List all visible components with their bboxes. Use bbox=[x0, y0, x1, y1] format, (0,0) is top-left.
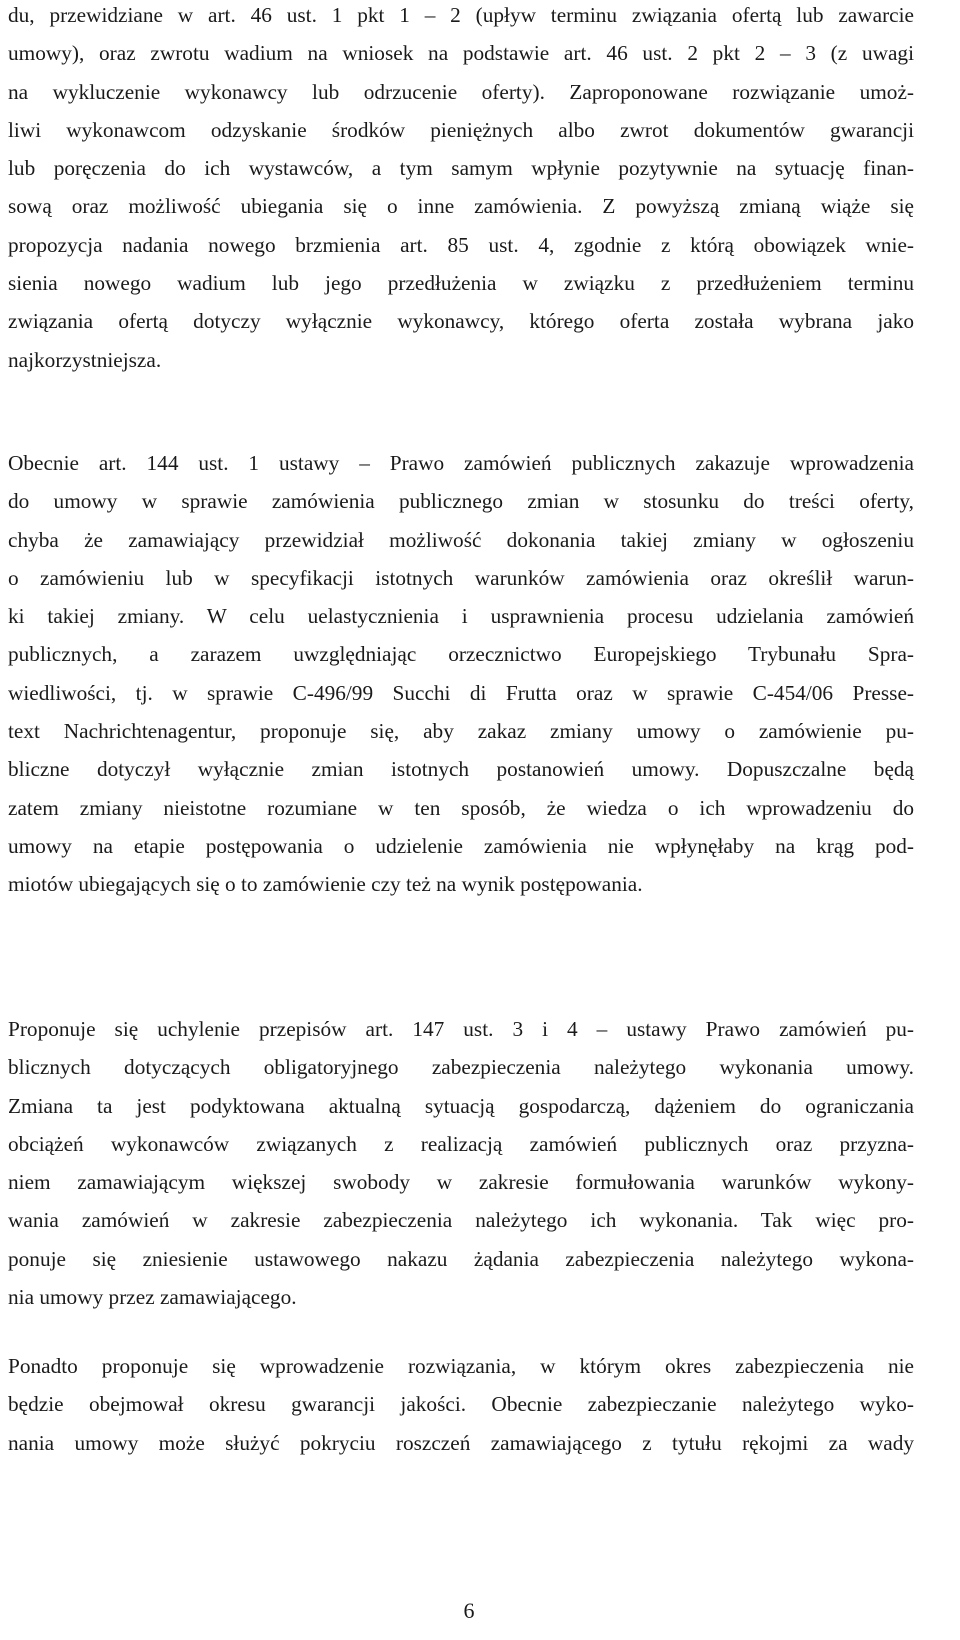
page-number: 6 bbox=[463, 1598, 475, 1623]
text-line: wiedliwości, tj. w sprawie C-496/99 Succhi di Frutta oraz w sprawie C-454/06 Presse- bbox=[8, 680, 914, 705]
text-line: publicznych, a zarazem uwzględniając orzecznictwo Europejskiego Trybunału Spra- bbox=[8, 642, 914, 667]
text-line: propozycja nadania nowego brzmienia art. 85 ust. 4, zgodnie z którą obowiązek wnie- bbox=[8, 232, 914, 257]
text-line: obciążeń wykonawców związanych z realizacją zamówień publicznych oraz przyzna- bbox=[8, 1131, 914, 1156]
text-line: ponuje się zniesienie ustawowego nakazu żądania zabezpieczenia należytego wykona- bbox=[8, 1246, 914, 1271]
paragraph-2 bbox=[8, 444, 914, 904]
text-line: liwi wykonawcom odzyskanie środków pieniężnych albo zwrot dokumentów gwarancji bbox=[8, 117, 914, 142]
text-line: nania umowy może służyć pokryciu roszczeń zamawiającego z tytułu rękojmi za wady bbox=[8, 1430, 914, 1455]
text-line: miotów ubiegających się o to zamówienie czy też na wynik postępowania. bbox=[8, 872, 643, 897]
text-line: bliczne dotyczył wyłącznie zmian istotnych postanowień umowy. Dopuszczalne będą bbox=[8, 757, 914, 782]
text-line: Ponadto proponuje się wprowadzenie rozwiązania, w którym okres zabezpieczenia nie bbox=[8, 1354, 914, 1378]
text-line: związania ofertą dotyczy wyłącznie wykonawcy, którego oferta została wybrana jako bbox=[8, 309, 914, 334]
text-line: sową oraz możliwość ubiegania się o inne zamówienia. Z powyższą zmianą wiąże się bbox=[8, 194, 914, 219]
text-line: do umowy w sprawie zamówienia publicznego zmian w stosunku do treści oferty, bbox=[8, 489, 914, 514]
text-line: niem zamawiającym większej swobody w zakresie formułowania warunków wykony- bbox=[8, 1170, 914, 1195]
text-line: będzie obejmował okresu gwarancji jakości. Obecnie zabezpieczanie należytego wyko- bbox=[8, 1392, 914, 1417]
text-line: blicznych dotyczących obligatoryjnego zabezpieczenia należytego wykonania umowy. bbox=[8, 1055, 914, 1080]
text-line: najkorzystniejsza. bbox=[8, 347, 162, 372]
text-line: na wykluczenie wykonawcy lub odrzucenie oferty). Zaproponowane rozwiązanie umoż- bbox=[8, 79, 914, 104]
text-line: Proponuje się uchylenie przepisów art. 147 ust. 3 i 4 – ustawy Prawo zamówień pu- bbox=[8, 1017, 914, 1041]
text-line: wania zamówień w zakresie zabezpieczenia należytego ich wykonania. Tak więc pro- bbox=[8, 1208, 914, 1233]
text-line: Zmiana ta jest podyktowana aktualną sytuacją gospodarczą, dążeniem do ograniczania bbox=[8, 1093, 914, 1118]
text-line: sienia nowego wadium lub jego przedłużenia w związku z przedłużeniem terminu bbox=[8, 271, 914, 296]
text-line: lub poręczenia do ich wystawców, a tym samym wpłynie pozytywnie na sytuację finan- bbox=[8, 156, 914, 181]
text-line: umowy), oraz zwrotu wadium na wniosek na podstawie art. 46 ust. 2 pkt 2 – 3 (z uwagi bbox=[8, 41, 914, 66]
paragraph-3 bbox=[8, 1010, 914, 1316]
paragraph-4 bbox=[8, 1347, 914, 1462]
text-line: nia umowy przez zamawiającego. bbox=[8, 1285, 297, 1310]
text-line: ki takiej zmiany. W celu uelastycznienia i usprawnienia procesu udzielania zamówień bbox=[8, 604, 914, 629]
text-line: text Nachrichtenagentur, proponuje się, aby zakaz zmiany umowy o zamówienie pu- bbox=[8, 719, 914, 744]
text-line: umowy na etapie postępowania o udzielenie zamówienia nie wpłynęłaby na krąg pod- bbox=[8, 833, 914, 858]
paragraph-1 bbox=[8, 0, 914, 379]
text-line: chyba że zamawiający przewidział możliwość dokonania takiej zmiany w ogłoszeniu bbox=[8, 527, 914, 552]
text-line: o zamówieniu lub w specyfikacji istotnych warunków zamówienia oraz określił warun- bbox=[8, 565, 914, 590]
document-page bbox=[8, 0, 914, 1640]
text-line: Obecnie art. 144 ust. 1 ustawy – Prawo zamówień publicznych zakazuje wprowadzenia bbox=[8, 451, 914, 475]
text-line: du, przewidziane w art. 46 ust. 1 pkt 1 – 2 (upływ terminu związania ofertą lub zawarcie bbox=[8, 3, 914, 27]
text-line: zatem zmiany nieistotne rozumiane w ten sposób, że wiedza o ich wprowadzeniu do bbox=[8, 795, 914, 820]
